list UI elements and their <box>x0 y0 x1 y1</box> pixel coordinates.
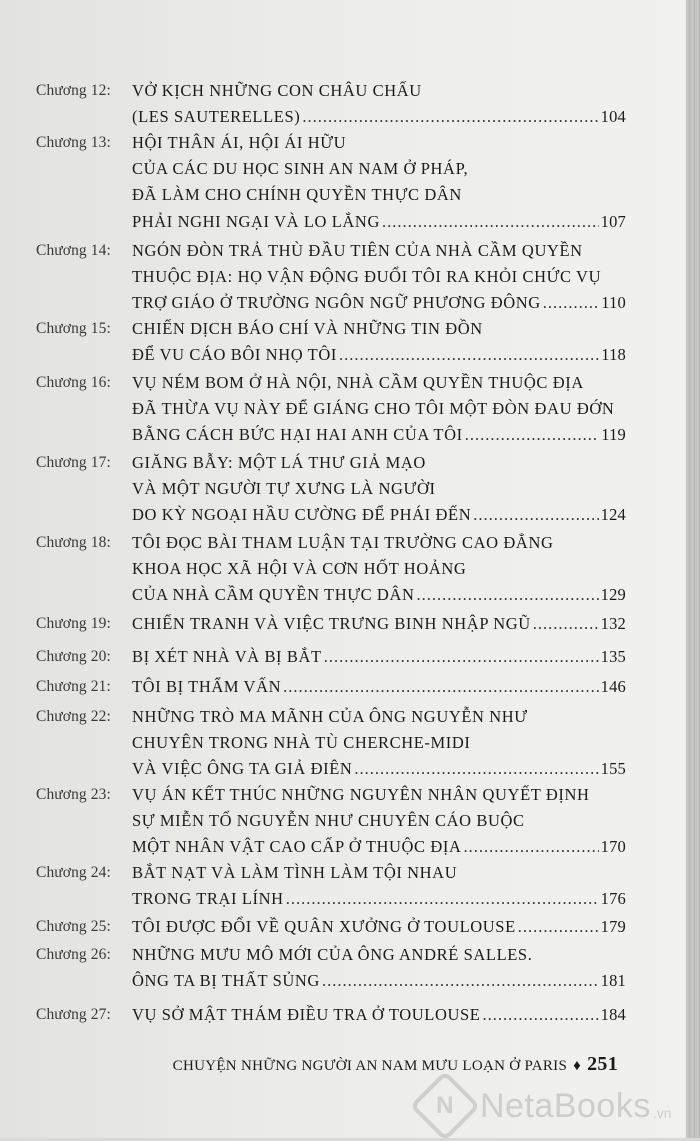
chapter-label: Chương 27: <box>36 1006 111 1023</box>
chapter-title-line <box>132 156 626 182</box>
chapter-title-line <box>132 611 626 637</box>
chapter-title-text: ĐÃ LÀM CHO CHÍNH QUYỀN THỰC DÂN <box>132 185 462 205</box>
chapter-title-text: KHOA HỌC XÃ HỘI VÀ CƠN HỐT HOẢNG <box>132 559 467 579</box>
dot-leader <box>533 611 599 637</box>
chapter-page-number: 179 <box>600 917 626 936</box>
chapter-title-text: NGÓN ĐÒN TRẢ THÙ ĐẦU TIÊN CỦA NHÀ CẦM QUYỀN <box>132 241 583 260</box>
chapter-title-line <box>132 422 626 448</box>
chapter-page-number: 119 <box>601 425 626 445</box>
chapter-title-line <box>132 730 626 756</box>
chapter-title-text: HỘI THÂN ÁI, HỘI ÁI HỮU <box>132 133 347 152</box>
chapter-label: Chương 12: <box>36 82 111 99</box>
netabooks-logo-icon: N <box>410 1071 481 1141</box>
chapter-title-text: DO KỲ NGOẠI HẦU CƯỜNG ĐỂ PHÁI ĐẾN <box>132 505 472 525</box>
chapter-title-line <box>132 78 626 104</box>
chapter-label: Chương 19: <box>36 615 111 632</box>
chapter-page-number: 104 <box>600 107 626 127</box>
chapter-title-text: NHỮNG MƯU MÔ MỚI CỦA ÔNG ANDRÉ SALLES. <box>132 945 533 964</box>
chapter-page-number: 135 <box>600 647 626 666</box>
watermark <box>420 1076 690 1136</box>
dot-leader <box>518 914 599 940</box>
chapter-page-number: 176 <box>600 889 626 909</box>
chapter-title-text: CHIẾN TRANH VÀ VIỆC TRƯNG BINH NHẬP NGŨ <box>132 614 531 633</box>
chapter-title-line <box>132 370 626 396</box>
chapter-title-line <box>132 556 626 582</box>
chapter-title-text: TÔI BỊ THẨM VẤN <box>132 677 282 696</box>
chapter-title-line <box>132 644 626 670</box>
chapter-title-text: VÀ VIỆC ÔNG TA GIẢ ĐIÊN <box>132 759 353 779</box>
chapter-title-line <box>132 130 626 156</box>
dot-leader <box>322 968 599 994</box>
chapter-title-line <box>132 104 626 130</box>
chapter-label: Chương 16: <box>36 374 111 391</box>
chapter-title-line <box>132 860 626 886</box>
chapter-title-text: CHIẾN DỊCH BÁO CHÍ VÀ NHỮNG TIN ĐỒN <box>132 319 483 338</box>
chapter-title-line <box>132 209 626 235</box>
chapter-title-text: TRỢ GIÁO Ở TRƯỜNG NGÔN NGỮ PHƯƠNG ĐÔNG <box>132 293 541 313</box>
chapter-title-line <box>132 1002 626 1028</box>
chapter-title-text: SỰ MIỄN TỐ NGUYỄN NHƯ CHUYÊN CÁO BUỘC <box>132 811 525 831</box>
chapter-title-line <box>132 968 626 994</box>
chapter-page-number: 146 <box>600 677 626 696</box>
chapter-title-line <box>132 808 626 834</box>
watermark-brand: NetaBooks <box>480 1086 651 1125</box>
chapter-title-text: TRONG TRẠI LÍNH <box>132 889 284 909</box>
chapter-title-line <box>132 342 626 368</box>
chapter-title-text: CỦA NHÀ CẦM QUYỀN THỰC DÂN <box>132 585 415 605</box>
chapter-title-line <box>132 834 626 860</box>
chapter-label: Chương 20: <box>36 648 111 665</box>
chapter-label: Chương 18: <box>36 534 111 551</box>
dot-leader <box>339 342 599 368</box>
chapter-page-number: 132 <box>600 614 626 633</box>
dot-leader <box>302 104 598 130</box>
chapter-title-text: MỘT NHÂN VẬT CAO CẤP Ở THUỘC ĐỊA <box>132 837 462 857</box>
chapter-page-number: 124 <box>600 505 626 525</box>
chapter-label: Chương 21: <box>36 678 111 695</box>
dot-leader <box>482 1002 598 1028</box>
page-number: 251 <box>587 1053 618 1075</box>
chapter-title-text: TÔI ĐƯỢC ĐỔI VỀ QUÂN XƯỞNG Ở TOULOUSE <box>132 917 516 936</box>
dot-leader <box>543 290 599 316</box>
chapter-title-text: TÔI ĐỌC BÀI THAM LUẬN TẠI TRƯỜNG CAO ĐẲNG <box>132 533 554 552</box>
chapter-label: Chương 26: <box>36 946 111 963</box>
chapter-title-line <box>132 316 626 342</box>
chapter-label: Chương 14: <box>36 242 111 259</box>
chapter-label: Chương 17: <box>36 454 111 471</box>
chapter-title-text: PHẢI NGHI NGẠI VÀ LO LẮNG <box>132 211 380 231</box>
chapter-title-text: ĐỂ VU CÁO BÔI NHỌ TÔI <box>132 345 337 365</box>
chapter-title-line <box>132 182 626 208</box>
chapter-title-text: CHUYÊN TRONG NHÀ TÙ CHERCHE-MIDI <box>132 733 471 753</box>
diamond-icon: ♦ <box>573 1058 582 1074</box>
dot-leader <box>286 886 599 912</box>
footer-title: CHUYỆN NHỮNG NGƯỜI AN NAM MƯU LOẠN Ở PARIS <box>172 1058 568 1074</box>
dot-leader <box>324 644 599 670</box>
chapter-title-line <box>132 704 626 730</box>
chapter-title-line <box>132 582 626 608</box>
chapter-title-text: VỤ NÉM BOM Ở HÀ NỘI, NHÀ CẦM QUYỀN THUỘC ĐỊA <box>132 373 584 392</box>
chapter-title-text: BẮT NẠT VÀ LÀM TÌNH LÀM TỘI NHAU <box>132 863 458 882</box>
chapter-label: Chương 24: <box>36 864 111 881</box>
chapter-title-line <box>132 530 626 556</box>
chapter-label: Chương 15: <box>36 320 111 337</box>
chapter-title-line <box>132 674 626 700</box>
chapter-title-line <box>132 502 626 528</box>
chapter-page-number: 155 <box>600 759 626 779</box>
chapter-title-line <box>132 396 626 422</box>
chapter-title-line <box>132 914 626 940</box>
chapter-page-number: 129 <box>600 585 626 605</box>
chapter-title-text: VỤ SỞ MẬT THÁM ĐIỀU TRA Ở TOULOUSE <box>132 1005 481 1024</box>
dot-leader <box>354 756 598 782</box>
chapter-title-text: CỦA CÁC DU HỌC SINH AN NAM Ở PHÁP, <box>132 159 469 179</box>
chapter-title-line <box>132 450 626 476</box>
chapter-page-number: 110 <box>601 293 626 313</box>
chapter-title-text: (LES SAUTERELLES) <box>132 107 301 127</box>
chapter-label: Chương 22: <box>36 708 111 725</box>
chapter-title-text: THUỘC ĐỊA: HỌ VẬN ĐỘNG ĐUỔI TÔI RA KHỎI CHỨC VỤ <box>132 267 602 287</box>
chapter-label: Chương 23: <box>36 786 111 803</box>
dot-leader <box>382 209 599 235</box>
dot-leader <box>465 422 600 448</box>
chapter-title-text: BỊ XÉT NHÀ VÀ BỊ BẮT <box>132 647 322 666</box>
running-footer <box>170 1053 618 1076</box>
chapter-title-text: VÀ MỘT NGƯỜI TỰ XƯNG LÀ NGƯỜI <box>132 479 436 499</box>
chapter-title-line <box>132 886 626 912</box>
dot-leader <box>473 502 598 528</box>
dot-leader <box>283 674 599 700</box>
dot-leader <box>464 834 599 860</box>
chapter-page-number: 170 <box>600 837 626 857</box>
chapter-page-number: 184 <box>600 1005 626 1024</box>
chapter-label: Chương 13: <box>36 134 111 151</box>
dot-leader <box>416 582 598 608</box>
chapter-title-text: VỤ ÁN KẾT THÚC NHỮNG NGUYÊN NHÂN QUYẾT ĐỊNH <box>132 785 590 804</box>
chapter-page-number: 181 <box>600 971 626 991</box>
chapter-title-line <box>132 476 626 502</box>
chapter-page-number: 107 <box>600 211 626 231</box>
page-edge <box>686 0 700 1138</box>
chapter-title-line <box>132 264 626 290</box>
chapter-title-text: GIĂNG BẪY: MỘT LÁ THƯ GIẢ MẠO <box>132 453 426 472</box>
chapter-page-number: 118 <box>601 345 626 365</box>
chapter-label: Chương 25: <box>36 918 111 935</box>
chapter-title-text: BẰNG CÁCH BỨC HẠI HAI ANH CỦA TÔI <box>132 425 463 445</box>
chapter-title-text: ĐÃ THỪA VỤ NÀY ĐỂ GIÁNG CHO TÔI MỘT ĐÒN ĐAU ĐỚN <box>132 399 615 419</box>
chapter-title-text: VỞ KỊCH NHỮNG CON CHÂU CHẤU <box>132 81 422 100</box>
watermark-tld: .vn <box>652 1105 672 1121</box>
chapter-title-line <box>132 238 626 264</box>
chapter-title-text: NHỮNG TRÒ MA MÃNH CỦA ÔNG NGUYỄN NHƯ <box>132 707 528 726</box>
chapter-title-text: ÔNG TA BỊ THẤT SỦNG <box>132 971 320 991</box>
chapter-title-line <box>132 756 626 782</box>
chapter-title-line <box>132 942 626 968</box>
chapter-title-line <box>132 290 626 316</box>
chapter-title-line <box>132 782 626 808</box>
